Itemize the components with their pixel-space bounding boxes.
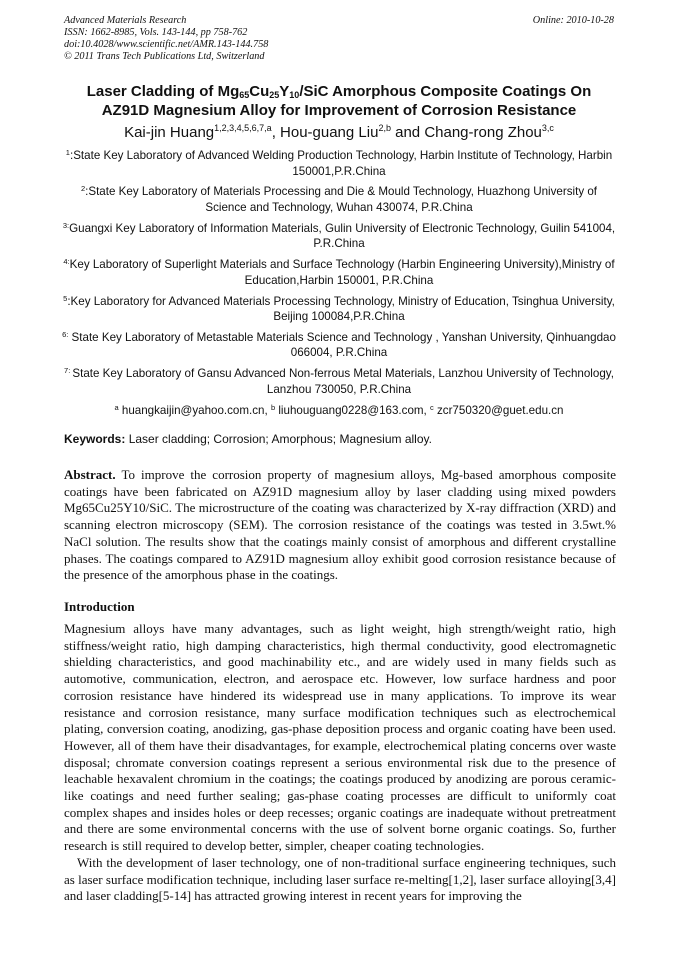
- paragraph: With the development of laser technology, one of non-traditional surface engineering techniques, such as laser surface modification technique, including laser surface re-melting[1,2], laser surface alloying[3,4] and laser cladding[5-14] has attracted growing interest in recent years for improving the: [64, 854, 616, 904]
- title-text: Cu: [249, 83, 270, 100]
- keywords: [64, 432, 616, 447]
- abstract: [64, 467, 616, 584]
- affiliation-text: Key Laboratory of Superlight Materials and Surface Technology (Harbin Engineering University),Ministry of Education,Harbin 150001, P.R.China: [69, 258, 615, 287]
- affiliation-number: 2: [80, 184, 86, 194]
- paragraph: Magnesium alloys have many advantages, such as light weight, high strength/weight ratio, high stiffness/weight ratio, high damping characteristics, high thermal conductivity, good electromagnetic shielding characteristics, and good machinability etc., and are widely used in many fields such as automotive, communication, electron, and aerospace etc. However, low surface hardness and poor corrosion resistance have hindered its widespread use in many applications. To improve its wear resistance and corrosion resistance, many surface modification techniques such as electrochemical plating, conversion coating, anodizing, gas-phase deposition process and organic coating have been used. However, all of them have their disadvantages, for example, electrochemical plating concerns over waste disposal; chromate conversion coatings represent a serious environmental risk due to the presence of leachable hexavalent chromium in the coatings; the coatings produced by anodizing are porous ceramic-like coatings and need further sealing; gas-phase coating processes are difficult to uniformly coat complex shapes and insides holes or deep recesses; organic coatings are inadequate without pretreatment and there are some environmental concerns with the use of solvent borne organic coatings. So, further research is still required to develop better, simpler, cheaper coating technologies.: [64, 621, 616, 854]
- keywords-label: Keywords:: [64, 432, 126, 446]
- doi-line: doi:10.4028/www.scientific.net/AMR.143-144.758: [64, 39, 269, 50]
- email-marker: a: [114, 402, 119, 412]
- author-name: , Hou-guang Liu: [271, 124, 379, 141]
- abstract-text: To improve the corrosion property of magnesium alloys, Mg-based amorphous composite coatings have been fabricated on AZ91D magnesium alloy by laser cladding using mixed powders Mg65Cu25Y10/SiC. The microstructure of the coating was characterized by X-ray diffraction (XRD) and scanning electron microscopy (SEM). The corrosion resistance of the coatings was tested in 3.5wt.% NaCl solution. The results show that the coatings mainly consist of amorphous and different crystalline phases. The coatings compared to AZ91D magnesium alloy exhibit good corrosion resistance because of the presence of the amorphous phase in the coatings.: [64, 467, 616, 583]
- affiliation: [60, 366, 618, 397]
- title-text: Y: [279, 83, 290, 100]
- affiliation: [60, 294, 618, 325]
- affiliation-number: 5: [63, 293, 68, 303]
- author-name: Kai-jin Huang: [124, 124, 215, 141]
- affiliation-text: Guangxi Key Laboratory of Information Materials, Gulin University of Electronic Technology, Guilin 541004, P.R.China: [69, 221, 616, 251]
- email-marker: c: [430, 402, 434, 412]
- title-subscript: 65: [239, 90, 250, 100]
- affiliation-number: 7:: [64, 366, 73, 376]
- affiliation-text: :Key Laboratory for Advanced Materials Processing Technology, Ministry of Education, Tsinghua University, Beijing 100084,P.R.China: [67, 294, 615, 324]
- author-affiliation-marker: 1,2,3,4,5,6,7,a: [214, 123, 272, 133]
- abstract-label: Abstract.: [64, 467, 116, 482]
- copyright-line: © 2011 Trans Tech Publications Ltd, Switzerland: [64, 51, 265, 62]
- author-list: [60, 123, 618, 143]
- affiliation-text: State Key Laboratory of Gansu Advanced Non-ferrous Metal Materials, Lanzhou University of Technology, Lanzhou 730050, P.R.China: [72, 367, 614, 396]
- affiliation-number: 3:: [62, 220, 70, 230]
- paper-title: [60, 82, 618, 120]
- affiliation-list: [60, 148, 618, 418]
- affiliation: [60, 148, 618, 179]
- journal-header: [64, 15, 268, 63]
- email-address[interactable]: liuhouguang0228@163.com,: [275, 403, 430, 417]
- affiliation: [60, 184, 618, 215]
- affiliation: [60, 257, 618, 288]
- affiliation-number: 4:: [63, 257, 70, 267]
- affiliation-text: :State Key Laboratory of Materials Processing and Die & Mould Technology, Huazhong University of Science and Technology, Wuhan 430074, P.R.China: [85, 185, 598, 214]
- affiliation: [60, 330, 618, 361]
- author-name: and Chang-rong Zhou: [390, 124, 542, 141]
- issn-line: ISSN: 1662-8985, Vols. 143-144, pp 758-762: [64, 27, 248, 38]
- email-marker: b: [270, 402, 276, 412]
- keywords-text: Laser cladding; Corrosion; Amorphous; Magnesium alloy.: [125, 432, 432, 446]
- title-text: Laser Cladding of Mg: [86, 83, 240, 100]
- email-address[interactable]: huangkaijin@yahoo.com.cn,: [118, 403, 271, 417]
- introduction-body: [64, 621, 616, 905]
- affiliation-number: 1: [65, 148, 70, 157]
- title-subscript: 10: [289, 90, 300, 100]
- author-emails: [60, 403, 618, 418]
- title-line-1: [60, 82, 618, 101]
- section-heading-introduction: Introduction: [64, 599, 135, 614]
- online-date: Online: 2010-10-28: [532, 15, 614, 26]
- title-text: /SiC Amorphous Composite Coatings On: [299, 83, 592, 100]
- author-affiliation-marker: 2,b: [378, 123, 391, 133]
- email-address[interactable]: zcr750320@guet.edu.cn: [433, 403, 564, 417]
- title-line-2: AZ91D Magnesium Alloy for Improvement of Corrosion Resistance: [101, 102, 577, 119]
- affiliation-text: :State Key Laboratory of Advanced Welding Production Technology, Harbin Institute of Technology, Harbin 150001,P.R.China: [69, 149, 613, 178]
- title-subscript: 25: [269, 90, 280, 100]
- journal-name: Advanced Materials Research: [64, 15, 187, 26]
- affiliation-text: State Key Laboratory of Metastable Materials Science and Technology , Yanshan University, Qinhuangdao 066004, P.R.China: [68, 330, 616, 360]
- affiliation-number: 6:: [62, 329, 69, 339]
- author-affiliation-marker: 3,c: [541, 123, 554, 133]
- affiliation: [60, 221, 618, 252]
